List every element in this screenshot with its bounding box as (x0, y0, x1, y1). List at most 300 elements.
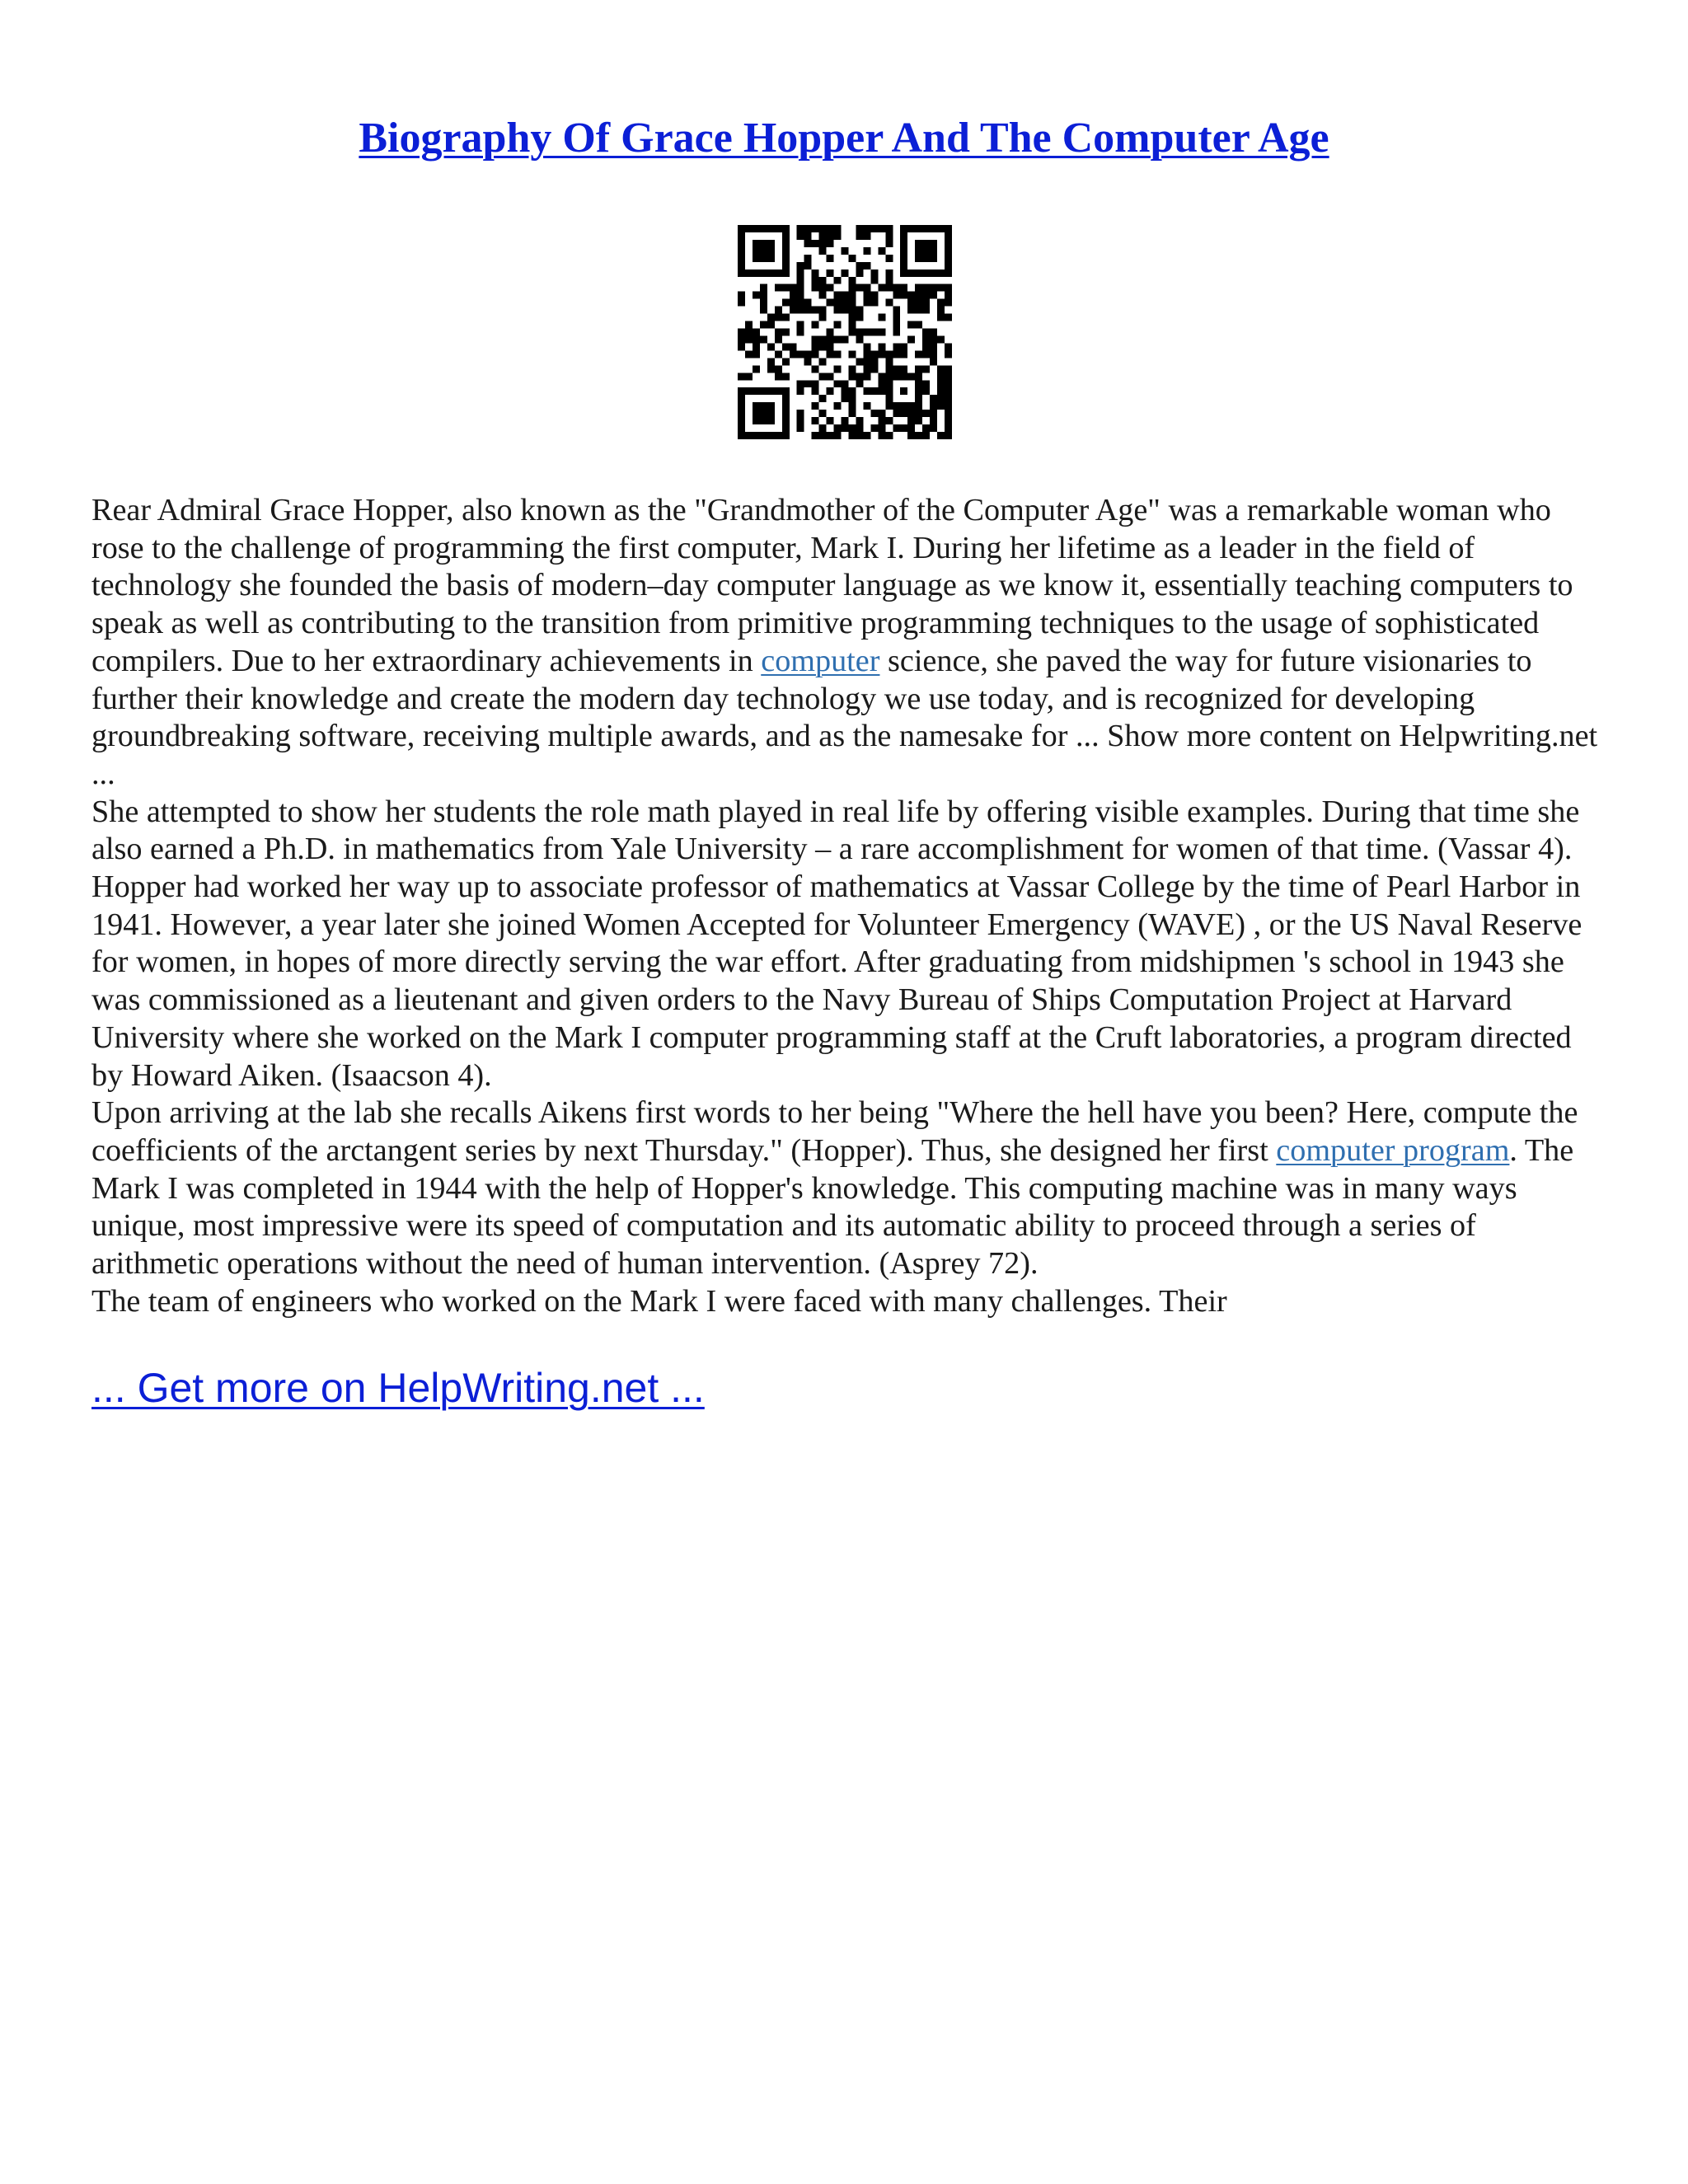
qr-module (797, 380, 804, 387)
qr-module (848, 387, 856, 395)
qr-module (834, 321, 842, 329)
qr-module (848, 284, 856, 292)
qr-module (856, 225, 863, 232)
qr-module (848, 277, 856, 284)
qr-module (760, 402, 767, 410)
qr-module (900, 365, 907, 373)
qr-module (834, 432, 842, 439)
qr-module (922, 307, 930, 314)
qr-module (907, 373, 915, 380)
qr-module (856, 284, 863, 292)
qr-module (848, 314, 856, 321)
qr-module (797, 292, 804, 299)
qr-module (782, 395, 790, 402)
qr-module (893, 307, 900, 314)
qr-module (937, 269, 945, 277)
qr-module (885, 365, 893, 373)
qr-module (945, 232, 952, 240)
qr-module (775, 314, 782, 321)
qr-module (804, 380, 812, 387)
qr-module (738, 395, 745, 402)
qr-module (767, 269, 775, 277)
qr-module (893, 321, 900, 329)
qr-module (782, 299, 790, 307)
qr-module (863, 365, 870, 373)
qr-module (812, 350, 819, 358)
qr-module (930, 329, 937, 336)
qr-module (922, 380, 930, 387)
qr-module (760, 432, 767, 439)
qr-module (760, 292, 767, 299)
qr-module (922, 365, 930, 373)
qr-module (782, 269, 790, 277)
qr-module (753, 365, 760, 373)
qr-module (760, 240, 767, 247)
qr-module (930, 247, 937, 255)
qr-module (915, 225, 922, 232)
qr-module (834, 307, 842, 314)
qr-module (819, 232, 827, 240)
qr-module (922, 350, 930, 358)
qr-module (893, 329, 900, 336)
qr-module (922, 387, 930, 395)
qr-module (900, 255, 907, 262)
qr-module (945, 387, 952, 395)
qr-module (797, 284, 804, 292)
qr-module (945, 373, 952, 380)
qr-module (812, 402, 819, 410)
qr-module (907, 292, 915, 299)
qr-module (753, 350, 760, 358)
qr-module (767, 402, 775, 410)
qr-module (760, 417, 767, 424)
qr-module (738, 269, 745, 277)
qr-module (848, 292, 856, 299)
qr-module (848, 307, 856, 314)
qr-module (922, 335, 930, 343)
qr-module (797, 321, 804, 329)
qr-module (753, 402, 760, 410)
qr-module (797, 410, 804, 417)
qr-module (812, 269, 819, 277)
qr-module (915, 269, 922, 277)
qr-module (907, 321, 915, 329)
qr-module (738, 343, 745, 350)
qr-module (745, 350, 753, 358)
qr-module (870, 350, 878, 358)
qr-module (812, 417, 819, 424)
qr-module (775, 365, 782, 373)
qr-module (797, 417, 804, 424)
qr-module (834, 299, 842, 307)
qr-module (930, 410, 937, 417)
qr-module (842, 417, 849, 424)
qr-module (834, 225, 842, 232)
qr-module (900, 387, 907, 395)
qr-module (915, 299, 922, 307)
qr-module (915, 402, 922, 410)
qr-module (819, 314, 827, 321)
qr-module (767, 365, 775, 373)
qr-module (922, 255, 930, 262)
qr-module (812, 335, 819, 343)
qr-module (790, 350, 797, 358)
qr-module (745, 329, 753, 336)
qr-module (775, 225, 782, 232)
qr-module (760, 299, 767, 307)
qr-module (819, 424, 827, 432)
qr-module (790, 343, 797, 350)
qr-module (915, 292, 922, 299)
qr-module (812, 380, 819, 387)
qr-module (738, 387, 745, 395)
qr-module (819, 395, 827, 402)
qr-module (930, 395, 937, 402)
qr-module (930, 358, 937, 365)
qr-module (930, 284, 937, 292)
qr-module (907, 424, 915, 432)
qr-module (878, 417, 885, 424)
qr-module (760, 387, 767, 395)
qr-module (753, 292, 760, 299)
paragraph-text: Upon arriving at the lab she recalls Aikens first words to her being "Where the hell have you been? Here, compute the coefficients of the arctangent series by next Thursday." (Hopper). Thus, she designed her first (91, 1095, 1578, 1168)
qr-module (848, 321, 856, 329)
qr-module (782, 358, 790, 365)
qr-module (885, 432, 893, 439)
qr-module (885, 277, 893, 284)
qr-module (738, 417, 745, 424)
qr-module (819, 410, 827, 417)
qr-module (812, 387, 819, 395)
qr-module (827, 299, 834, 307)
qr-module (753, 343, 760, 350)
qr-module (842, 380, 849, 387)
qr-module (834, 380, 842, 387)
qr-module (937, 307, 945, 314)
qr-module (863, 225, 870, 232)
qr-module (915, 307, 922, 314)
qr-module (922, 424, 930, 432)
qr-module (842, 424, 849, 432)
qr-module (922, 284, 930, 292)
qr-module (842, 299, 849, 307)
qr-module (863, 373, 870, 380)
qr-module (900, 225, 907, 232)
qr-module (856, 314, 863, 321)
qr-module (767, 240, 775, 247)
qr-module (797, 299, 804, 307)
qr-module (760, 247, 767, 255)
qr-module (893, 284, 900, 292)
page-title (0, 105, 1688, 171)
qr-module (915, 395, 922, 402)
qr-module (834, 365, 842, 373)
qr-module (885, 255, 893, 262)
qr-module (827, 240, 834, 247)
qr-module (834, 350, 842, 358)
qr-module (885, 387, 893, 395)
qr-module (878, 424, 885, 432)
title-link[interactable]: Biography Of Grace Hopper And The Computer Age (359, 115, 1329, 162)
qr-module (937, 225, 945, 232)
qr-module (812, 321, 819, 329)
paragraph-intro (91, 492, 1608, 794)
qr-module (907, 299, 915, 307)
qr-module (915, 255, 922, 262)
qr-module (907, 335, 915, 343)
qr-module (878, 432, 885, 439)
qr-module (767, 314, 775, 321)
qr-module (915, 373, 922, 380)
qr-module (945, 292, 952, 299)
qr-module (790, 299, 797, 307)
get-more-link[interactable]: ... Get more on HelpWriting.net ... (91, 1365, 705, 1411)
qr-module (738, 240, 745, 247)
qr-module (870, 358, 878, 365)
qr-module (767, 387, 775, 395)
qr-module (907, 417, 915, 424)
computer-program-link[interactable]: computer program (1276, 1132, 1510, 1168)
qr-module (804, 240, 812, 247)
qr-module (930, 402, 937, 410)
qr-module (753, 225, 760, 232)
qr-module (937, 432, 945, 439)
qr-module (856, 269, 863, 277)
qr-module (922, 269, 930, 277)
qr-code-icon (738, 225, 952, 439)
qr-module (856, 329, 863, 336)
qr-module (804, 350, 812, 358)
qr-module (915, 247, 922, 255)
qr-module (945, 314, 952, 321)
qr-module (834, 277, 842, 284)
qr-module (782, 225, 790, 232)
qr-module (819, 292, 827, 299)
qr-module (915, 417, 922, 424)
qr-module (893, 373, 900, 380)
paragraph-text: Rear Admiral Grace Hopper, also known as the "Grandmother of the Computer Age" was a remarkable woman who rose to the challenge of programming the first computer, Mark I. During her lifetime as a leader in the field of technology she founded the basis of modern–day computer language as we know it, essentially teaching computers to speak as well as contributing to the transition from primitive programming techniques to the usage of sophisticated compilers. Due to her extraordinary achievements in (91, 493, 1573, 678)
qr-module (945, 410, 952, 417)
qr-module (819, 277, 827, 284)
qr-module (900, 410, 907, 417)
qr-module (856, 417, 863, 424)
qr-module (930, 269, 937, 277)
qr-module (782, 417, 790, 424)
qr-module (885, 380, 893, 387)
qr-module (842, 292, 849, 299)
qr-module (907, 402, 915, 410)
qr-module (753, 432, 760, 439)
qr-module (738, 262, 745, 269)
qr-module (775, 335, 782, 343)
qr-module (863, 402, 870, 410)
qr-module (870, 329, 878, 336)
qr-module (893, 343, 900, 350)
qr-module (775, 284, 782, 292)
qr-module (945, 269, 952, 277)
qr-module (797, 262, 804, 269)
qr-module (753, 410, 760, 417)
qr-module (827, 350, 834, 358)
qr-module (848, 424, 856, 432)
qr-module (870, 410, 878, 417)
qr-module (812, 432, 819, 439)
qr-module (804, 307, 812, 314)
qr-module (930, 350, 937, 358)
qr-module (856, 262, 863, 269)
qr-module (782, 329, 790, 336)
qr-module (738, 247, 745, 255)
qr-module (738, 299, 745, 307)
qr-module (900, 262, 907, 269)
qr-module (885, 232, 893, 240)
qr-module (842, 335, 849, 343)
qr-module (870, 225, 878, 232)
qr-module (782, 240, 790, 247)
qr-module (893, 350, 900, 358)
qr-module (878, 284, 885, 292)
qr-module (945, 402, 952, 410)
paragraph-education: She attempted to show her students the role math played in real life by offering visible examples. During that time she also earned a Ph.D. in mathematics from Yale University – a rare accomplishment for women of that time. (Vassar 4). Hopper had worked her way up to associate professor of mathematics at Vassar College by the time of Pearl Harbor in 1941. However, a year later she joined Women Accepted for Volunteer Emergency (WAVE) , or the US Naval Reserve for women, in hopes of more directly serving the war effort. After graduating from midshipmen 's school in 1943 she was commissioned as a lieutenant and given orders to the Navy Bureau of Ships Computation Project at Harvard University where she worked on the Mark I computer programming staff at the Cruft laboratories, a program directed by Howard Aiken. (Isaacson 4). (91, 794, 1582, 1093)
qr-module (945, 262, 952, 269)
qr-module (782, 284, 790, 292)
qr-module (915, 387, 922, 395)
qr-module (738, 410, 745, 417)
qr-module (767, 247, 775, 255)
qr-module (848, 365, 856, 373)
qr-module (893, 365, 900, 373)
qr-module (945, 417, 952, 424)
qr-module (848, 373, 856, 380)
qr-module (804, 255, 812, 262)
qr-module (945, 365, 952, 373)
qr-module (900, 232, 907, 240)
qr-module (738, 432, 745, 439)
qr-module (915, 432, 922, 439)
qr-module (812, 225, 819, 232)
qr-module (878, 410, 885, 417)
qr-module (827, 417, 834, 424)
qr-module (907, 432, 915, 439)
qr-module (812, 277, 819, 284)
qr-module (782, 247, 790, 255)
qr-module (753, 247, 760, 255)
qr-module (900, 343, 907, 350)
qr-module (842, 307, 849, 314)
qr-module (782, 255, 790, 262)
qr-module (885, 402, 893, 410)
paragraph-engineers: The team of engineers who worked on the Mark I were faced with many challenges. Their (91, 1283, 1227, 1319)
qr-module (753, 240, 760, 247)
qr-module (900, 292, 907, 299)
qr-module (878, 225, 885, 232)
qr-module (937, 335, 945, 343)
qr-module (775, 373, 782, 380)
qr-module (767, 343, 775, 350)
qr-module (775, 432, 782, 439)
qr-module (922, 299, 930, 307)
qr-module (760, 255, 767, 262)
qr-module (900, 402, 907, 410)
qr-module (797, 225, 804, 232)
qr-module (848, 299, 856, 307)
qr-module (945, 247, 952, 255)
qr-module (834, 335, 842, 343)
qr-module (937, 402, 945, 410)
qr-module (760, 284, 767, 292)
qr-module (907, 269, 915, 277)
qr-module (878, 380, 885, 387)
qr-module (767, 410, 775, 417)
qr-module (827, 255, 834, 262)
qr-module (863, 232, 870, 240)
qr-module (738, 225, 745, 232)
qr-module (893, 314, 900, 321)
qr-module (945, 432, 952, 439)
qr-module (937, 380, 945, 387)
qr-module (870, 292, 878, 299)
qr-module (827, 232, 834, 240)
qr-module (782, 343, 790, 350)
qr-module (834, 424, 842, 432)
qr-module (878, 314, 885, 321)
qr-module (775, 387, 782, 395)
qr-module (775, 329, 782, 336)
qr-module (775, 269, 782, 277)
qr-module (922, 410, 930, 417)
qr-module (915, 365, 922, 373)
qr-module (885, 299, 893, 307)
qr-module (797, 424, 804, 432)
qr-module (827, 335, 834, 343)
qr-module (885, 395, 893, 402)
qr-module (819, 247, 827, 255)
qr-module (738, 232, 745, 240)
qr-module (790, 292, 797, 299)
qr-module (930, 240, 937, 247)
qr-module (863, 299, 870, 307)
paragraph-mark-one (91, 1094, 1608, 1283)
qr-module (856, 307, 863, 314)
computer-link[interactable]: computer (761, 643, 880, 678)
qr-module (782, 402, 790, 410)
qr-module (863, 329, 870, 336)
qr-module (834, 402, 842, 410)
qr-module (790, 307, 797, 314)
qr-module (767, 225, 775, 232)
qr-module (863, 358, 870, 365)
qr-module (804, 225, 812, 232)
qr-module (834, 232, 842, 240)
qr-module (848, 255, 856, 262)
qr-module (819, 343, 827, 350)
qr-module (863, 432, 870, 439)
qr-module (930, 343, 937, 350)
get-more-link-container (91, 1363, 705, 1413)
qr-module (848, 402, 856, 410)
qr-module (900, 424, 907, 432)
qr-module (885, 269, 893, 277)
qr-module (945, 350, 952, 358)
qr-module (767, 432, 775, 439)
qr-module (922, 240, 930, 247)
qr-module (738, 424, 745, 432)
qr-module (812, 343, 819, 350)
qr-module (738, 373, 745, 380)
qr-module (797, 350, 804, 358)
qr-module (819, 335, 827, 343)
qr-module (745, 321, 753, 329)
